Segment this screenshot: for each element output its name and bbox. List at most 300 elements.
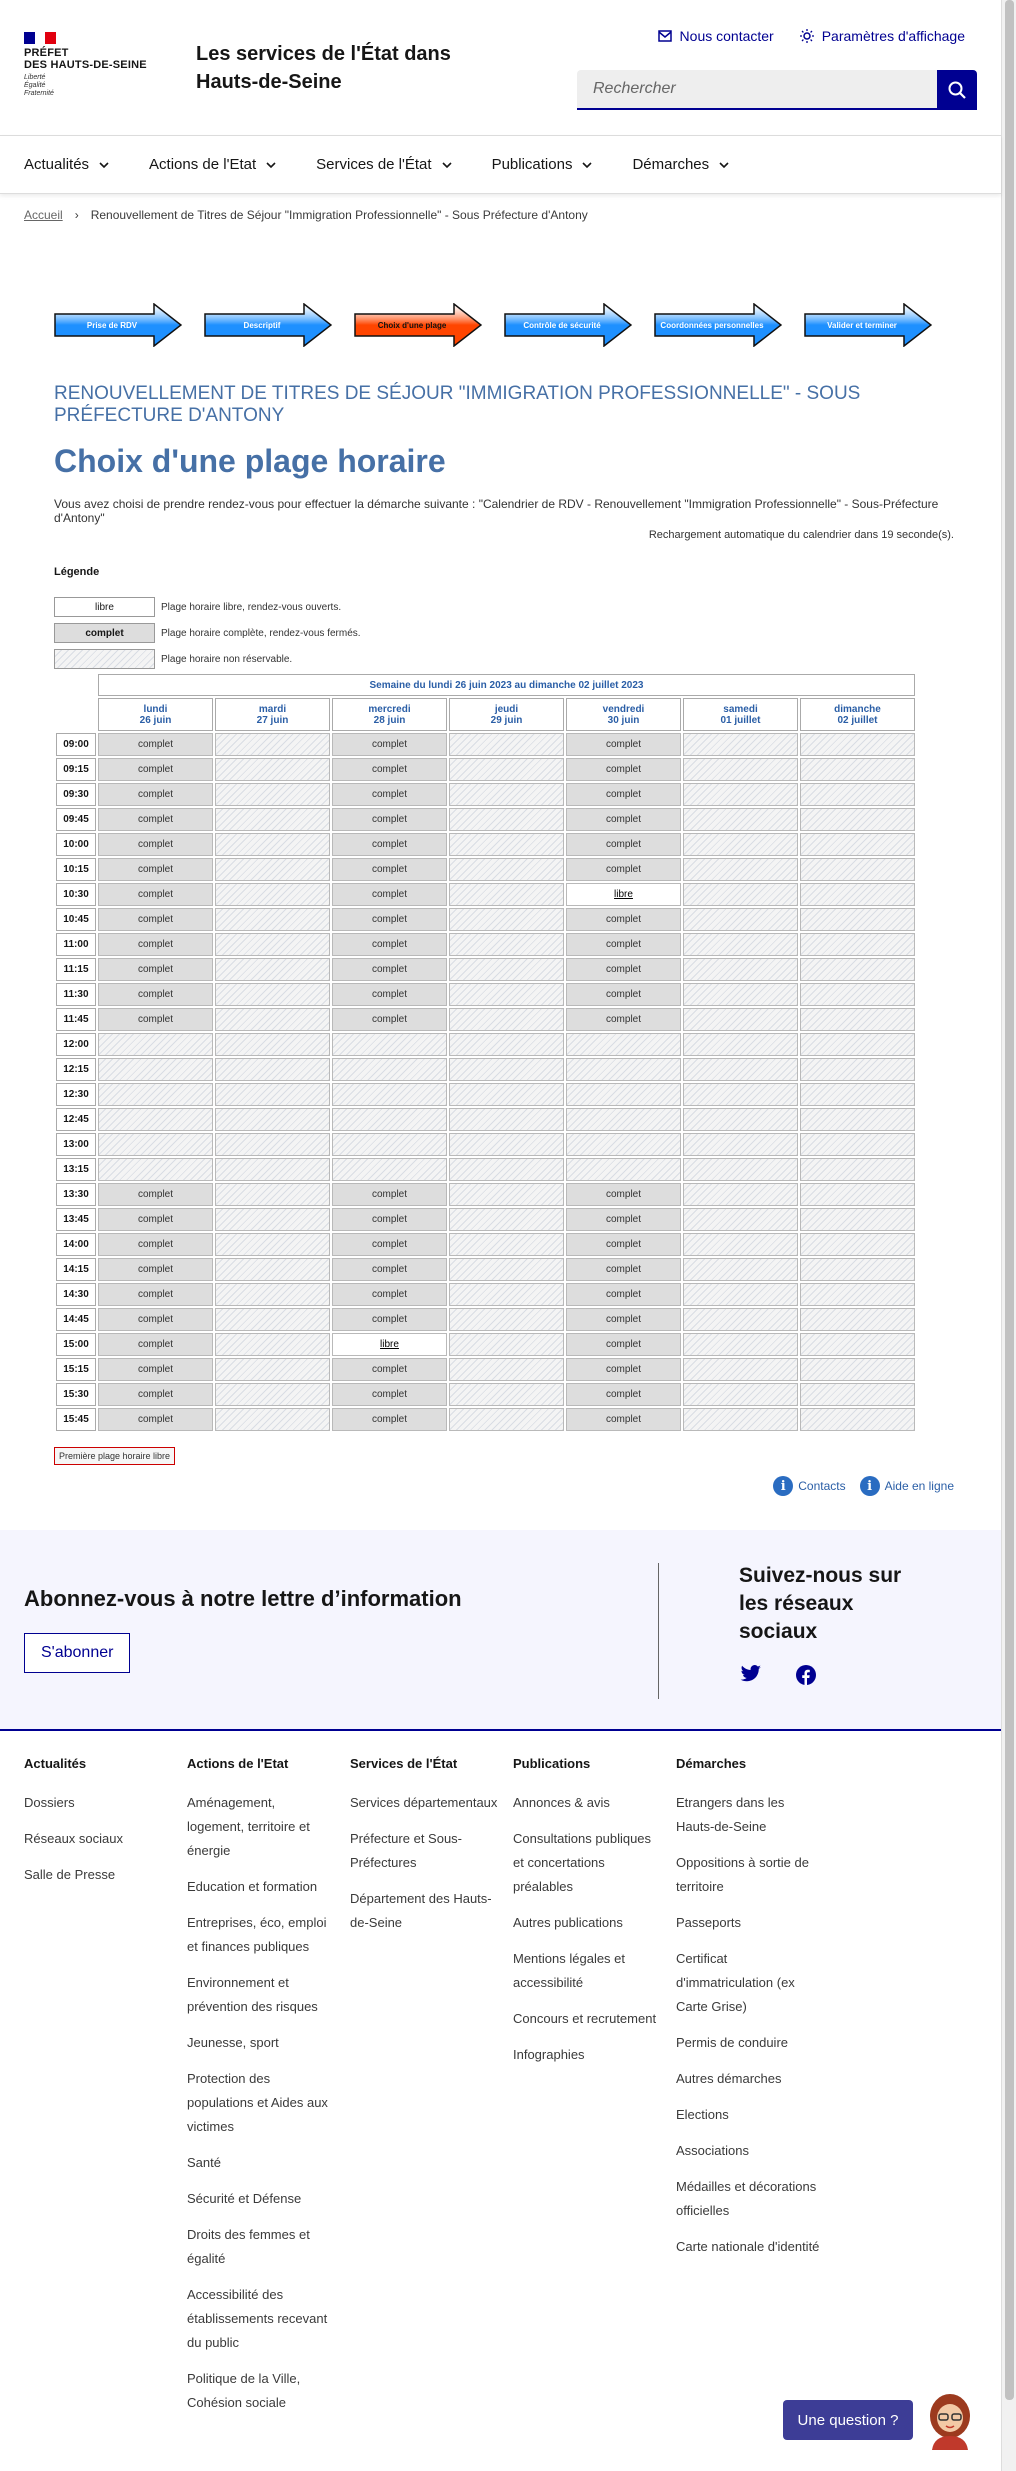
time-row: [56, 1158, 915, 1181]
slot-unavailable: [683, 1283, 798, 1306]
footer-link[interactable]: Accessibilité des établissements recevant du public: [187, 2287, 328, 2350]
slot-unavailable: [215, 958, 330, 981]
slot-unavailable: [800, 1083, 915, 1106]
time-row: [56, 1033, 915, 1056]
slot-full: complet: [98, 1358, 213, 1381]
day-name: samedi: [723, 703, 758, 715]
slot-full: complet: [566, 758, 681, 781]
chevron-down-icon: [719, 160, 729, 170]
online-help-link[interactable]: [860, 1476, 954, 1496]
slot-unavailable: [683, 1333, 798, 1356]
slot-full: complet: [566, 983, 681, 1006]
footer-link[interactable]: Services départementaux: [350, 1795, 498, 1810]
footer-link[interactable]: Elections: [676, 2107, 729, 2122]
slot-unavailable: [800, 983, 915, 1006]
chat-question-button[interactable]: Une question ?: [783, 2400, 913, 2440]
day-header: [332, 698, 447, 731]
slot-unavailable: [449, 1133, 564, 1156]
time-row: [56, 1083, 915, 1106]
nav-item[interactable]: [632, 136, 729, 193]
slot-full: complet: [98, 1183, 213, 1206]
footer-link[interactable]: Santé: [187, 2155, 221, 2170]
slot-full: complet: [98, 1008, 213, 1031]
slot-unavailable: [683, 1258, 798, 1281]
slot-unavailable: [215, 1133, 330, 1156]
time-row: [56, 733, 915, 756]
slot-unavailable: [215, 1283, 330, 1306]
prefet-logo[interactable]: [24, 32, 164, 98]
slot-unavailable: [800, 1133, 915, 1156]
logo-line-1: PRÉFET: [24, 47, 69, 59]
footer-column: [187, 1756, 350, 2427]
nav-item[interactable]: [149, 136, 276, 193]
slot-unavailable: [683, 933, 798, 956]
info-icon: i: [773, 1476, 793, 1496]
nav-item-label: Publications: [491, 156, 573, 173]
footer-link[interactable]: Autres publications: [513, 1915, 623, 1930]
slot-unavailable: [215, 1358, 330, 1381]
footer-link[interactable]: Environnement et prévention des risques: [187, 1975, 318, 2014]
slot-unavailable: [683, 1308, 798, 1331]
slot-full: complet: [98, 1233, 213, 1256]
day-name: dimanche: [834, 703, 881, 715]
legend-title: Légende: [54, 566, 100, 578]
slot-full: complet: [98, 833, 213, 856]
footer-column-title[interactable]: Démarches: [676, 1756, 747, 1771]
slot-unavailable: [800, 933, 915, 956]
time-row: [56, 1408, 915, 1431]
chevron-right-icon: ›: [74, 208, 79, 222]
search-icon: [947, 80, 967, 100]
first-free-slot-button[interactable]: Première plage horaire libre: [54, 1447, 175, 1465]
slot-full: complet: [332, 1408, 447, 1431]
slot-unavailable: [800, 1408, 915, 1431]
slot-unavailable: [449, 958, 564, 981]
slot-full: complet: [98, 1308, 213, 1331]
time-row: [56, 808, 915, 831]
time-row: [56, 1183, 915, 1206]
nav-item[interactable]: [316, 136, 451, 193]
slot-unavailable: [332, 1108, 447, 1131]
footer-link[interactable]: Département des Hauts-de-Seine: [350, 1891, 492, 1930]
breadcrumb-home[interactable]: Accueil: [24, 208, 63, 222]
slot-unavailable: [683, 833, 798, 856]
slot-full: complet: [332, 833, 447, 856]
slot-unavailable: [332, 1133, 447, 1156]
slot-full: complet: [332, 1233, 447, 1256]
step-label: Choix d'une plage: [377, 320, 447, 330]
slot-unavailable: [449, 1383, 564, 1406]
twitter-icon[interactable]: [740, 1665, 762, 1683]
footer-link[interactable]: Jeunesse, sport: [187, 2035, 279, 2050]
slot-unavailable: [683, 1383, 798, 1406]
contact-link[interactable]: [658, 28, 774, 44]
nav-item-label: Actualités: [24, 156, 90, 173]
slot-full: complet: [566, 958, 681, 981]
slot-unavailable: [683, 1158, 798, 1181]
legend-swatch-full: complet: [54, 623, 155, 643]
slot-unavailable: [683, 1183, 798, 1206]
footer-column-title[interactable]: Actualités: [24, 1756, 87, 1771]
slot-unavailable: [215, 1383, 330, 1406]
slot-unavailable: [800, 1308, 915, 1331]
step-3: [354, 303, 482, 347]
slot-unavailable: [800, 858, 915, 881]
legend-row-unavailable: [54, 649, 361, 669]
display-settings-link[interactable]: [800, 28, 965, 44]
time-label: 14:30: [56, 1283, 96, 1306]
slot-full: complet: [566, 1283, 681, 1306]
slot-full: complet: [332, 883, 447, 906]
slot-full: complet: [332, 1358, 447, 1381]
footer-link[interactable]: Entreprises, éco, emploi et finances publiques: [187, 1915, 327, 1954]
time-label: 09:00: [56, 733, 96, 756]
slot-full: complet: [566, 1183, 681, 1206]
slot-unavailable: [683, 883, 798, 906]
slot-unavailable: [215, 1108, 330, 1131]
slot-unavailable: [800, 1033, 915, 1056]
slot-unavailable: [683, 1408, 798, 1431]
slot-unavailable: [800, 1383, 915, 1406]
slot-unavailable: [566, 1033, 681, 1056]
footer-link[interactable]: Préfecture et Sous-Préfectures: [350, 1831, 462, 1870]
slot-unavailable: [449, 1208, 564, 1231]
footer-link[interactable]: Oppositions à sortie de territoire: [676, 1855, 809, 1894]
time-row: [56, 1308, 915, 1331]
slot-unavailable: [800, 883, 915, 906]
slot-full: complet: [98, 1383, 213, 1406]
slot-full: complet: [566, 1408, 681, 1431]
slot-unavailable: [800, 1283, 915, 1306]
slot-full: complet: [332, 1383, 447, 1406]
search-button[interactable]: [937, 70, 977, 110]
slot-full: complet: [566, 1358, 681, 1381]
day-name: vendredi: [602, 703, 645, 715]
slot-unavailable: [215, 883, 330, 906]
display-settings-label: Paramètres d'affichage: [821, 28, 965, 44]
footer-link[interactable]: Associations: [676, 2143, 749, 2158]
slot-unavailable: [683, 1233, 798, 1256]
footer-link[interactable]: Infographies: [513, 2047, 585, 2062]
contacts-label: Contacts: [798, 1479, 846, 1493]
slot-unavailable: [800, 908, 915, 931]
slot-unavailable: [215, 1258, 330, 1281]
slot-full: complet: [98, 758, 213, 781]
header-tools: [658, 28, 965, 44]
step-label: Descriptif: [243, 320, 281, 330]
time-row: [56, 983, 915, 1006]
slot-full: complet: [98, 883, 213, 906]
footer-link[interactable]: Education et formation: [187, 1879, 318, 1894]
time-row: [56, 783, 915, 806]
slot-full: complet: [98, 1333, 213, 1356]
slot-unavailable: [215, 1033, 330, 1056]
corner-cell: [56, 698, 96, 731]
slot-full: complet: [332, 908, 447, 931]
step-2: [204, 303, 332, 347]
slot-full: complet: [566, 933, 681, 956]
day-name: mardi: [258, 703, 287, 715]
footer-link[interactable]: Politique de la Ville, Cohésion sociale: [187, 2371, 301, 2410]
time-label: 12:15: [56, 1058, 96, 1081]
slot-unavailable: [215, 1008, 330, 1031]
time-row: [56, 1058, 915, 1081]
slot-unavailable: [449, 733, 564, 756]
footer-link[interactable]: Salle de Presse: [24, 1867, 116, 1882]
chevron-down-icon: [266, 160, 276, 170]
slot-unavailable: [800, 783, 915, 806]
slot-full: complet: [332, 783, 447, 806]
slot-unavailable: [800, 733, 915, 756]
time-row: [56, 1233, 915, 1256]
slot-full: complet: [98, 1208, 213, 1231]
slot-unavailable: [566, 1058, 681, 1081]
slot-unavailable: [683, 808, 798, 831]
legend-text-free: Plage horaire libre, rendez-vous ouverts.: [161, 601, 342, 613]
mail-icon: [658, 30, 672, 42]
slot-unavailable: [800, 1358, 915, 1381]
time-row: [56, 1258, 915, 1281]
site-header: [0, 0, 1001, 136]
day-header: [215, 698, 330, 731]
time-label: 09:30: [56, 783, 96, 806]
slot-full: complet: [566, 1208, 681, 1231]
facebook-icon[interactable]: [796, 1665, 816, 1685]
chevron-down-icon: [442, 160, 452, 170]
slot-unavailable: [800, 1333, 915, 1356]
newsletter-section: [0, 1530, 1001, 1731]
scrollbar-thumb[interactable]: [1005, 0, 1014, 2400]
slot-full: complet: [566, 808, 681, 831]
slot-full: complet: [566, 783, 681, 806]
time-row: [56, 1108, 915, 1131]
footer-link[interactable]: Passeports: [676, 1915, 742, 1930]
help-links: [773, 1476, 954, 1496]
footer-link[interactable]: Autres démarches: [676, 2071, 782, 2086]
time-label: 15:30: [56, 1383, 96, 1406]
chatbot-avatar-icon[interactable]: [924, 2390, 976, 2450]
slot-unavailable: [800, 1158, 915, 1181]
nav-item-label: Démarches: [632, 156, 710, 173]
subscribe-button[interactable]: S'abonner: [24, 1633, 130, 1673]
slot-unavailable: [332, 1033, 447, 1056]
footer-link[interactable]: Consultations publiques et concertations préalables: [513, 1831, 652, 1894]
footer-link[interactable]: Dossiers: [24, 1795, 75, 1810]
slot-full: complet: [332, 933, 447, 956]
slot-unavailable: [566, 1108, 681, 1131]
slot-unavailable: [800, 758, 915, 781]
step-label: Prise de RDV: [86, 320, 138, 330]
slot-unavailable: [566, 1083, 681, 1106]
slot-unavailable: [449, 1158, 564, 1181]
step-6: [804, 303, 932, 347]
slot-full: complet: [332, 958, 447, 981]
slot-unavailable: [683, 1133, 798, 1156]
time-label: 14:15: [56, 1258, 96, 1281]
online-help-label: Aide en ligne: [884, 1479, 954, 1493]
slot-unavailable: [800, 833, 915, 856]
nav-item[interactable]: [492, 136, 593, 193]
footer-link[interactable]: Aménagement, logement, territoire et énergie: [187, 1795, 310, 1858]
slot-unavailable: [215, 1233, 330, 1256]
step-5: [654, 303, 782, 347]
slot-unavailable: [449, 1058, 564, 1081]
time-row: [56, 1283, 915, 1306]
day-name: jeudi: [494, 703, 519, 715]
slot-full: complet: [98, 958, 213, 981]
footer-link[interactable]: Etrangers dans les Hauts-de-Seine: [676, 1795, 785, 1834]
legend-row-full: [54, 623, 361, 643]
slot-unavailable: [800, 1258, 915, 1281]
breadcrumb-current: Renouvellement de Titres de Séjour "Immigration Professionnelle" - Sous Préfecture d'Antony: [90, 208, 588, 222]
slot-full: complet: [566, 1383, 681, 1406]
time-label: 11:00: [56, 933, 96, 956]
slot-unavailable: [683, 958, 798, 981]
slot-full: complet: [332, 1008, 447, 1031]
footer-link[interactable]: Sécurité et Défense: [187, 2191, 302, 2206]
slot-full: complet: [98, 1258, 213, 1281]
slot-unavailable: [683, 1108, 798, 1131]
time-label: 11:30: [56, 983, 96, 1006]
time-label: 14:00: [56, 1233, 96, 1256]
step-label: Valider et terminer: [827, 320, 897, 330]
nav-item-label: Actions de l'Etat: [149, 156, 257, 173]
footer-link[interactable]: Médailles et décorations officielles: [676, 2179, 817, 2218]
slot-unavailable: [449, 1008, 564, 1031]
slot-unavailable: [449, 1033, 564, 1056]
nav-item[interactable]: [24, 136, 109, 193]
footer-link[interactable]: Mentions légales et accessibilité: [513, 1951, 626, 1990]
slot-unavailable: [98, 1083, 213, 1106]
footer-column-title[interactable]: Publications: [513, 1756, 591, 1771]
slot-unavailable: [683, 783, 798, 806]
time-label: 10:45: [56, 908, 96, 931]
slot-full: complet: [98, 733, 213, 756]
slot-unavailable: [800, 1058, 915, 1081]
day-date: 28 juin: [373, 714, 406, 726]
footer-link[interactable]: Concours et recrutement: [513, 2011, 657, 2026]
time-label: 11:45: [56, 1008, 96, 1031]
footer-column: [24, 1756, 187, 2427]
slot-unavailable: [98, 1133, 213, 1156]
logo-motto: Liberté Égalité Fraternité: [24, 74, 54, 97]
time-row: [56, 1333, 915, 1356]
time-label: 13:30: [56, 1183, 96, 1206]
slot-unavailable: [683, 1358, 798, 1381]
day-header: [449, 698, 564, 731]
slot-unavailable: [683, 758, 798, 781]
week-label: Semaine du lundi 26 juin 2023 au dimanche 02 juillet 2023: [98, 674, 915, 696]
footer-link[interactable]: Carte nationale d'identité: [676, 2239, 820, 2254]
time-row: [56, 908, 915, 931]
slot-full: complet: [332, 808, 447, 831]
contact-label: Nous contacter: [679, 28, 774, 44]
footer-sitemap: [24, 1756, 839, 2427]
footer-column-title[interactable]: Services de l'État: [350, 1756, 458, 1771]
footer-link[interactable]: Permis de conduire: [676, 2035, 788, 2050]
slot-full: complet: [332, 758, 447, 781]
corner-cell: [56, 674, 96, 696]
time-row: [56, 858, 915, 881]
slot-unavailable: [449, 1108, 564, 1131]
slot-full: complet: [566, 858, 681, 881]
slot-free[interactable]: libre: [566, 883, 681, 906]
slot-unavailable: [215, 733, 330, 756]
footer-link[interactable]: Réseaux sociaux: [24, 1831, 123, 1846]
slot-unavailable: [449, 858, 564, 881]
time-label: 11:15: [56, 958, 96, 981]
footer-link[interactable]: Certificat d'immatriculation (ex Carte Grise): [676, 1951, 795, 2014]
page-title: Choix d'une plage horaire: [54, 443, 446, 479]
search-input[interactable]: [577, 70, 937, 110]
slot-unavailable: [800, 1108, 915, 1131]
slot-unavailable: [215, 1333, 330, 1356]
slot-unavailable: [683, 733, 798, 756]
slot-unavailable: [449, 808, 564, 831]
slot-unavailable: [215, 1158, 330, 1181]
slot-unavailable: [449, 833, 564, 856]
progress-steps: [54, 303, 932, 347]
slot-unavailable: [449, 1358, 564, 1381]
slot-unavailable: [683, 1208, 798, 1231]
slot-unavailable: [566, 1133, 681, 1156]
time-label: 13:45: [56, 1208, 96, 1231]
slot-free[interactable]: libre: [332, 1333, 447, 1356]
slot-unavailable: [215, 1208, 330, 1231]
slot-unavailable: [800, 1008, 915, 1031]
slot-full: complet: [332, 1208, 447, 1231]
slot-unavailable: [215, 858, 330, 881]
day-header: [800, 698, 915, 731]
time-row: [56, 883, 915, 906]
footer-link[interactable]: Annonces & avis: [513, 1795, 610, 1810]
footer-link[interactable]: Protection des populations et Aides aux victimes: [187, 2071, 328, 2134]
slot-full: complet: [98, 983, 213, 1006]
slot-full: complet: [566, 1008, 681, 1031]
step-label: Coordonnées personnelles: [660, 320, 764, 330]
slot-full: complet: [566, 833, 681, 856]
contacts-link[interactable]: [773, 1476, 845, 1496]
time-row: [56, 1383, 915, 1406]
time-row: [56, 1208, 915, 1231]
page-scrollbar[interactable]: [1001, 0, 1016, 2471]
slot-full: complet: [566, 1258, 681, 1281]
slot-unavailable: [800, 1183, 915, 1206]
slot-unavailable: [215, 1083, 330, 1106]
footer-column-title[interactable]: Actions de l'Etat: [187, 1756, 289, 1771]
site-title[interactable]: Les services de l'État dans Hauts-de-Seine: [196, 43, 451, 93]
slot-full: complet: [98, 908, 213, 931]
time-label: 13:15: [56, 1158, 96, 1181]
main-nav: [0, 136, 1001, 194]
slot-unavailable: [683, 1058, 798, 1081]
slot-full: complet: [566, 733, 681, 756]
legend-text-full: Plage horaire complète, rendez-vous fermés.: [161, 627, 361, 639]
footer-link[interactable]: Droits des femmes et égalité: [187, 2227, 310, 2266]
legend-text-unavailable: Plage horaire non réservable.: [161, 653, 293, 665]
slot-unavailable: [449, 1283, 564, 1306]
legend: [54, 597, 361, 675]
slot-unavailable: [215, 933, 330, 956]
slot-unavailable: [215, 1308, 330, 1331]
chevron-down-icon: [99, 160, 109, 170]
slot-unavailable: [449, 1083, 564, 1106]
slot-unavailable: [449, 1258, 564, 1281]
slot-full: complet: [332, 733, 447, 756]
slot-unavailable: [683, 1008, 798, 1031]
legend-row-free: [54, 597, 361, 617]
time-row: [56, 1358, 915, 1381]
